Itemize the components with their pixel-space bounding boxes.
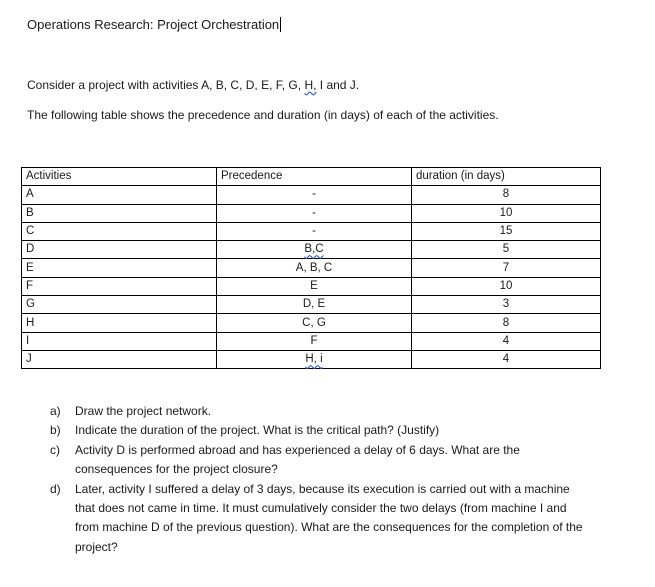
- question-label: d): [50, 481, 61, 496]
- intro-paragraph: [27, 78, 359, 92]
- precedence-marked-text: H, i: [305, 353, 323, 366]
- activity-cell: D: [22, 241, 217, 259]
- table-intro-paragraph: The following table shows the precedence and duration (in days) of each of the activities.: [27, 108, 499, 122]
- duration-cell: 8: [412, 186, 601, 204]
- header-activities: Activities: [22, 168, 217, 186]
- document-title[interactable]: [27, 17, 281, 32]
- question-item: [50, 421, 590, 440]
- text-cursor: [280, 17, 281, 32]
- precedence-cell: F: [217, 332, 412, 350]
- question-label: b): [50, 423, 61, 438]
- table-header-row: [22, 168, 601, 186]
- document-title-text: Operations Research: Project Orchestration: [27, 17, 280, 32]
- table-row: [22, 277, 601, 295]
- duration-cell: 4: [412, 350, 601, 368]
- precedence-cell: C, G: [217, 314, 412, 332]
- duration-cell: 15: [412, 222, 601, 240]
- precedence-cell: A, B, C: [217, 259, 412, 277]
- activity-cell: A: [22, 186, 217, 204]
- table-row: [22, 332, 601, 350]
- activity-cell: G: [22, 296, 217, 314]
- question-text: Later, activity I suffered a delay of 3 days, because its execution is carried out with a machine that does not came in time. It must cumulatively consider the two delays (from machine I and from machine D of the previous question). What are the consequences for the completion of the project?: [75, 481, 583, 554]
- question-label: a): [50, 404, 61, 418]
- intro-text-start: Consider a project with activities A, B, C, D, E, F, G,: [27, 78, 305, 92]
- precedence-cell: -: [217, 186, 412, 204]
- precedence-cell: D, E: [217, 296, 412, 314]
- question-text: Activity D is performed abroad and has experienced a delay of 6 days. What are the consequences for the project closure?: [75, 442, 520, 477]
- table-row: [22, 350, 601, 368]
- precedence-table: [21, 167, 601, 369]
- question-text: Draw the project network.: [75, 404, 212, 418]
- question-item: [50, 402, 590, 421]
- table-row: [22, 314, 601, 332]
- question-list: [50, 402, 590, 557]
- table-row: [22, 296, 601, 314]
- activity-cell: H: [22, 314, 217, 332]
- activity-cell: B: [22, 204, 217, 222]
- header-duration: duration (in days): [412, 168, 601, 186]
- duration-cell: 10: [412, 204, 601, 222]
- precedence-cell: [217, 241, 412, 259]
- intro-text-end: I and J.: [316, 78, 360, 92]
- activity-cell: F: [22, 277, 217, 295]
- question-label: c): [50, 442, 60, 457]
- table-row: [22, 259, 601, 277]
- activity-cell: J: [22, 350, 217, 368]
- question-item: [50, 480, 590, 558]
- table-row: [22, 222, 601, 240]
- question-item: [50, 441, 590, 480]
- precedence-cell: [217, 350, 412, 368]
- duration-cell: 4: [412, 332, 601, 350]
- intro-text-marked: H,: [304, 78, 317, 92]
- duration-cell: 8: [412, 314, 601, 332]
- duration-cell: 3: [412, 296, 601, 314]
- duration-cell: 7: [412, 259, 601, 277]
- duration-cell: 10: [412, 277, 601, 295]
- activity-cell: I: [22, 332, 217, 350]
- activity-cell: C: [22, 222, 217, 240]
- header-precedence: Precedence: [217, 168, 412, 186]
- precedence-cell: E: [217, 277, 412, 295]
- activity-cell: E: [22, 259, 217, 277]
- question-text: Indicate the duration of the project. What is the critical path? (Justify): [75, 423, 440, 438]
- precedence-cell: -: [217, 204, 412, 222]
- table-row: [22, 186, 601, 204]
- precedence-cell: -: [217, 222, 412, 240]
- precedence-marked-text: B,C: [304, 243, 324, 256]
- table-row: [22, 204, 601, 222]
- table-row: [22, 241, 601, 259]
- duration-cell: 5: [412, 241, 601, 259]
